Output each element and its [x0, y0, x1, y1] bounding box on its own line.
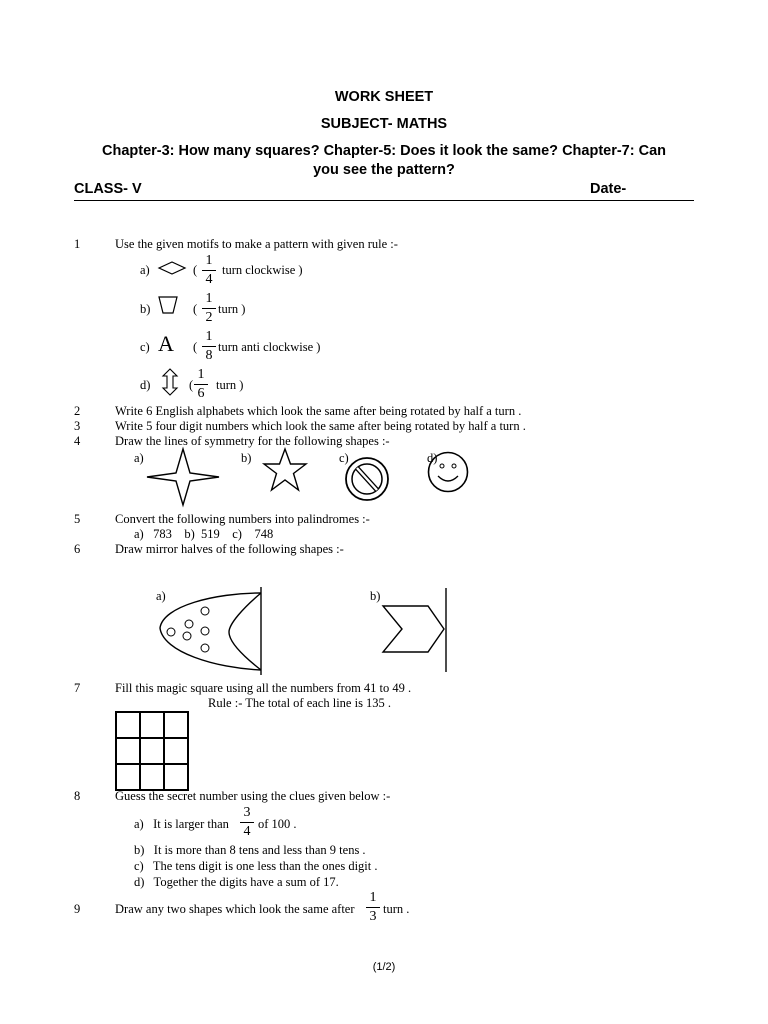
q8c-text: c) The tens digit is one less than the ones digit . [134, 859, 378, 873]
q9-denominator: 3 [369, 909, 377, 924]
q4-number: 4 [74, 434, 81, 448]
q4c-label: c) [339, 451, 349, 465]
q8a-fraction [240, 806, 254, 840]
q1d-label: d) [140, 378, 151, 392]
q7-text: Fill this magic square using all the numbers from 41 to 49 . [115, 681, 412, 695]
q5-number: 5 [74, 512, 81, 526]
q1c-label: c) [140, 340, 150, 354]
half-fish-shape [155, 586, 265, 676]
fraction-bar [202, 270, 216, 271]
subject-title: SUBJECT- MATHS [320, 116, 448, 132]
q4b-label: b) [241, 451, 252, 465]
magic-square-cell[interactable] [116, 738, 140, 764]
rhombus-motif [158, 261, 186, 275]
magic-square-cell[interactable] [164, 738, 188, 764]
date-label: Date- [590, 181, 627, 197]
no-entry-circle-shape [344, 456, 390, 502]
trapezium-motif [158, 296, 178, 314]
q5-options: a) 783 b) 519 c) 748 [134, 527, 274, 541]
q1a-paren: ( [193, 263, 198, 277]
q6-number: 6 [74, 542, 81, 556]
fraction-bar [366, 907, 380, 908]
q1b-denominator: 2 [205, 310, 213, 325]
chapters-line-2: you see the pattern? [313, 162, 455, 178]
q9-text-end: turn . [383, 902, 410, 916]
q1b-numerator: 1 [205, 291, 213, 306]
q6-text: Draw mirror halves of the following shapes :- [115, 542, 344, 556]
magic-square-cell[interactable] [116, 764, 140, 790]
magic-square-cell[interactable] [140, 764, 164, 790]
q1-number: 1 [74, 237, 81, 251]
q8d-text: d) Together the digits have a sum of 17. [134, 875, 339, 889]
q1d-numerator: 1 [197, 367, 205, 382]
q1d-text: turn ) [216, 378, 244, 392]
q9-number: 9 [74, 902, 81, 916]
q8-text: Guess the secret number using the clues given below :- [115, 789, 391, 803]
q1d-paren: ( [189, 378, 194, 392]
q4a-label: a) [134, 451, 144, 465]
q8a-text-end: of 100 . [258, 817, 297, 831]
q8-number: 8 [74, 789, 81, 803]
q3-number: 3 [74, 419, 81, 433]
q1a-denominator: 4 [205, 272, 213, 287]
q7-number: 7 [74, 681, 81, 695]
header-rule [74, 200, 694, 201]
chapters-line-1: Chapter-3: How many squares? Chapter-5: Does it look the same? Chapter-7: Can [102, 143, 666, 159]
class-label: CLASS- V [74, 181, 142, 197]
four-point-star-shape [146, 448, 220, 506]
half-chevron-shape [380, 586, 452, 674]
q1a-numerator: 1 [205, 253, 213, 268]
smiley-face-shape [427, 451, 469, 493]
q6b-label: b) [370, 589, 381, 603]
q8b-text: b) It is more than 8 tens and less than 9 tens . [134, 843, 366, 857]
q5-text: Convert the following numbers into palindromes :- [115, 512, 370, 526]
q2-number: 2 [74, 404, 81, 418]
q1b-text: turn ) [218, 302, 246, 316]
q2-text: Write 6 English alphabets which look the same after being rotated by half a turn . [115, 404, 522, 418]
q1a-fraction [202, 254, 216, 288]
double-arrow-motif [162, 368, 178, 396]
q1c-text: turn anti clockwise ) [218, 340, 321, 354]
magic-square-cell[interactable] [164, 712, 188, 738]
q7-rule: Rule :- The total of each line is 135 . [208, 696, 392, 710]
q1d-fraction [194, 368, 208, 402]
q1c-paren: ( [193, 340, 198, 354]
magic-square-cell[interactable] [140, 712, 164, 738]
magic-square-cell[interactable] [164, 764, 188, 790]
q1b-fraction [202, 292, 216, 326]
q8a-numerator: 3 [243, 805, 251, 820]
q1b-paren: ( [193, 302, 198, 316]
fraction-bar [194, 384, 208, 385]
page-number: (1/2) [372, 961, 396, 973]
q1a-text: turn clockwise ) [222, 263, 303, 277]
q4-text: Draw the lines of symmetry for the following shapes :- [115, 434, 390, 448]
q9-fraction [366, 891, 380, 925]
q1c-fraction [202, 330, 216, 364]
q9-numerator: 1 [369, 890, 377, 905]
q1c-denominator: 8 [205, 348, 213, 363]
q1d-denominator: 6 [197, 386, 205, 401]
fraction-bar [240, 822, 254, 823]
fraction-bar [202, 308, 216, 309]
q8a-text: a) It is larger than [134, 817, 229, 831]
q1c-numerator: 1 [205, 329, 213, 344]
five-point-star-shape [262, 448, 308, 492]
q1b-label: b) [140, 302, 151, 316]
worksheet-title: WORK SHEET [334, 89, 434, 105]
fraction-bar [202, 346, 216, 347]
q1-text: Use the given motifs to make a pattern with given rule :- [115, 237, 398, 251]
q8a-denominator: 4 [243, 824, 251, 839]
q6a-label: a) [156, 589, 166, 603]
letter-a-motif: A [158, 331, 174, 356]
q9-text: Draw any two shapes which look the same after [115, 902, 355, 916]
q4d-label: d) [427, 451, 438, 465]
magic-square-cell[interactable] [140, 738, 164, 764]
magic-square-cell[interactable] [116, 712, 140, 738]
q1a-label: a) [140, 263, 150, 277]
q3-text: Write 5 four digit numbers which look the same after being rotated by half a turn . [115, 419, 526, 433]
magic-square-grid[interactable] [115, 711, 189, 791]
